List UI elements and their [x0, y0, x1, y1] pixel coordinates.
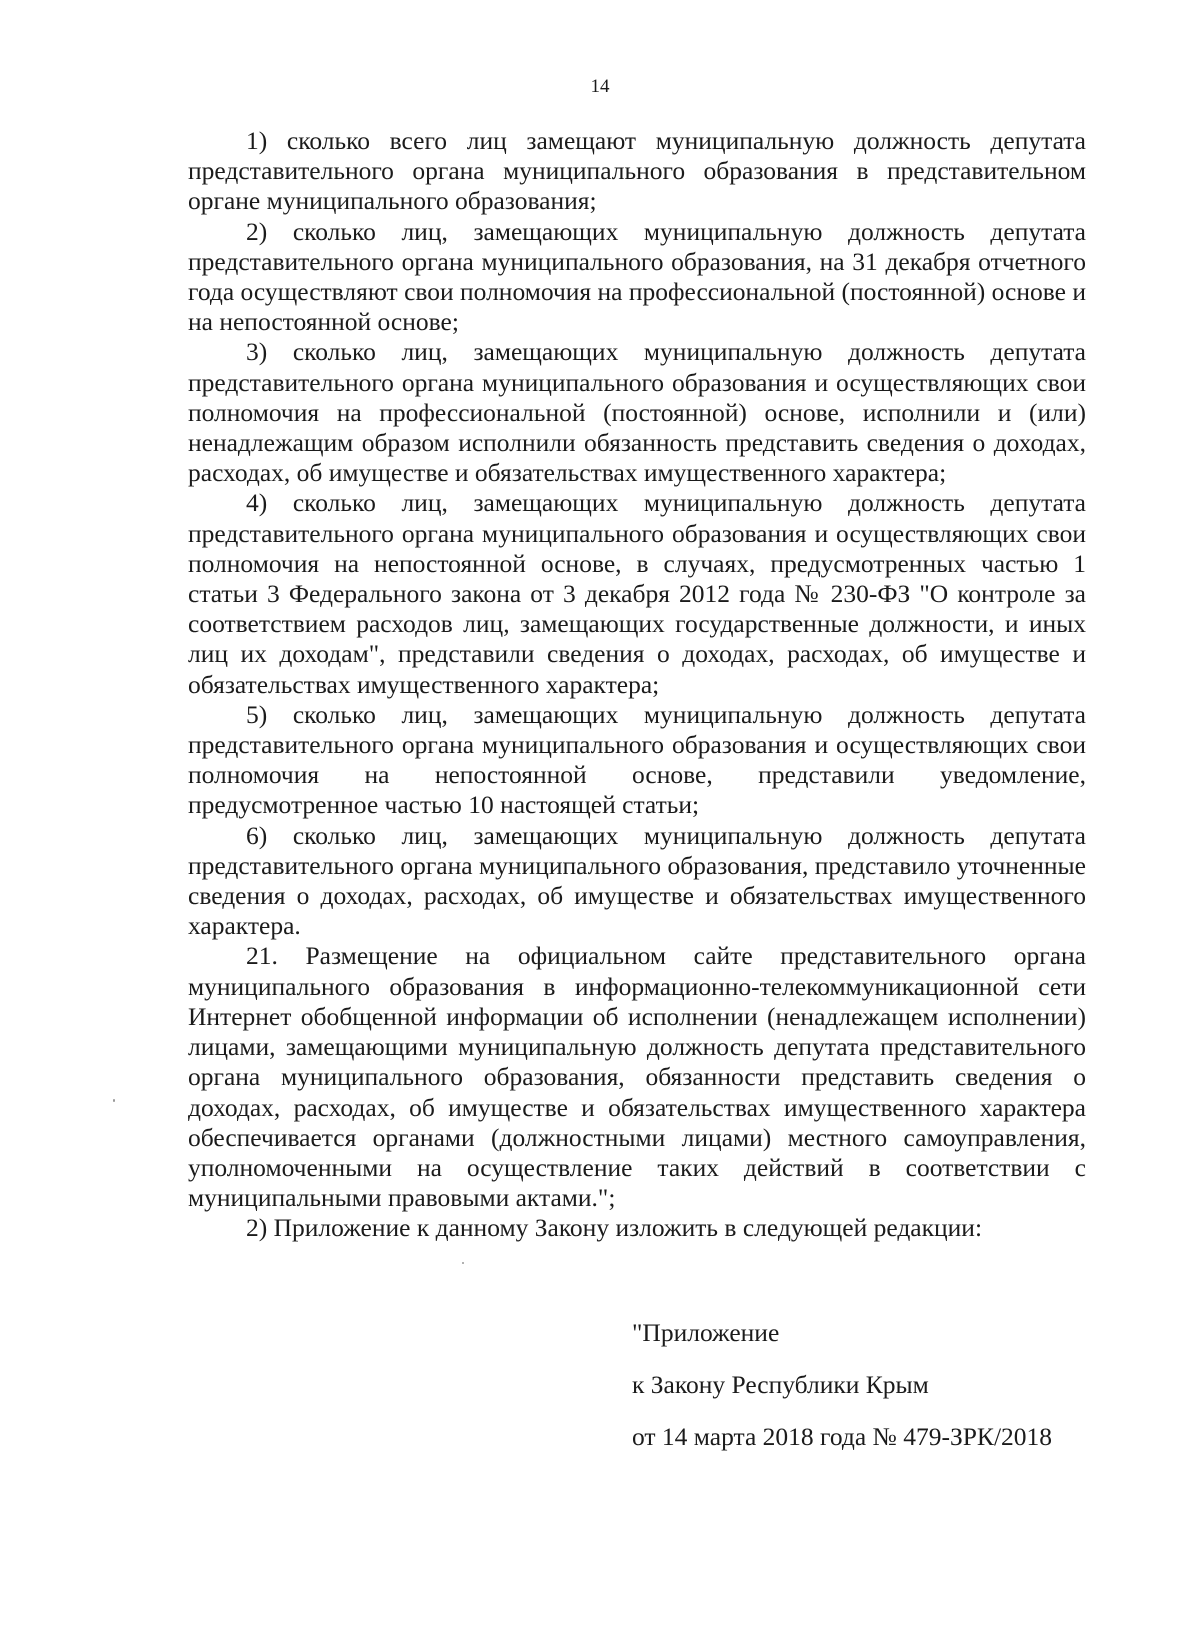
appendix-law-reference: к Закону Республики Крым	[632, 1370, 929, 1399]
paragraph-item-3: 3) сколько лиц, замещающих муниципальную должность депутата представительного органа муниципального образования и осуществляющих свои полномочия на профессиональной (постоянной) основе, исполнили и (или) ненадлежащим образом исполнили обязанность представить сведения о доходах, расходах, об имуществе и обязательствах имущественного характера;	[188, 337, 1086, 488]
paragraph-amendment-2: 2) Приложение к данному Закону изложить в следующей редакции:	[246, 1213, 983, 1243]
document-body	[188, 126, 1086, 1244]
appendix-date-number: от 14 марта 2018 года № 479-ЗРК/2018	[632, 1422, 1053, 1451]
paragraph-item-5: 5) сколько лиц, замещающих муниципальную должность депутата представительного органа муниципального образования и осуществляющих свои полномочия на непостоянной основе, представили уведомление, предусмотренное частью 10 настоящей статьи;	[188, 699, 1086, 820]
scan-artifact	[113, 1099, 115, 1102]
paragraph-item-4: 4) сколько лиц, замещающих муниципальную должность депутата представительного органа муниципального образования и осуществляющих свои полномочия на непостоянной основе, в случаях, предусмотренных частью 1 статьи 3 Федерального закона от 3 декабря 2012 года № 230-ФЗ "О контроле за соответствием расходов лиц, замещающих государственные должности, и иных лиц их доходам", представили сведения о доходах, расходах, об имуществе и обязательствах имущественного характера;	[188, 488, 1086, 699]
paragraph-item-6: 6) сколько лиц, замещающих муниципальную должность депутата представительного органа муниципального образования, представило уточненные сведения о доходах, расходах, об имуществе и обязательствах имущественного характера.	[188, 820, 1086, 941]
paragraph-item-1: 1) сколько всего лиц замещают муниципальную должность депутата представительного органа муниципального образования в представительном органе муниципального образования;	[188, 126, 1086, 216]
paragraph-clause-21: 21. Размещение на официальном сайте представительного органа муниципального образования в информационно-телекоммуникационной сети Интернет обобщенной информации об исполнении (ненадлежащем исполнении) лицами, замещающими муниципальную должность депутата представительного органа муниципального образования, обязанности представить сведения о доходах, расходах, об имуществе и обязательствах имущественного характера обеспечивается органами (должностными лицами) местного самоуправления, уполномоченными на осуществление таких действий в соответствии с муниципальными правовыми актами.";	[188, 941, 1086, 1213]
appendix-block	[632, 1318, 1052, 1474]
page-number: 14	[590, 76, 610, 97]
appendix-title: "Приложение	[632, 1318, 780, 1347]
paragraph-item-2: 2) сколько лиц, замещающих муниципальную должность депутата представительного органа муниципального образования, на 31 декабря отчетного года осуществляют свои полномочия на профессиональной (постоянной) основе и на непостоянной основе;	[188, 216, 1087, 337]
scan-artifact	[462, 1262, 464, 1264]
